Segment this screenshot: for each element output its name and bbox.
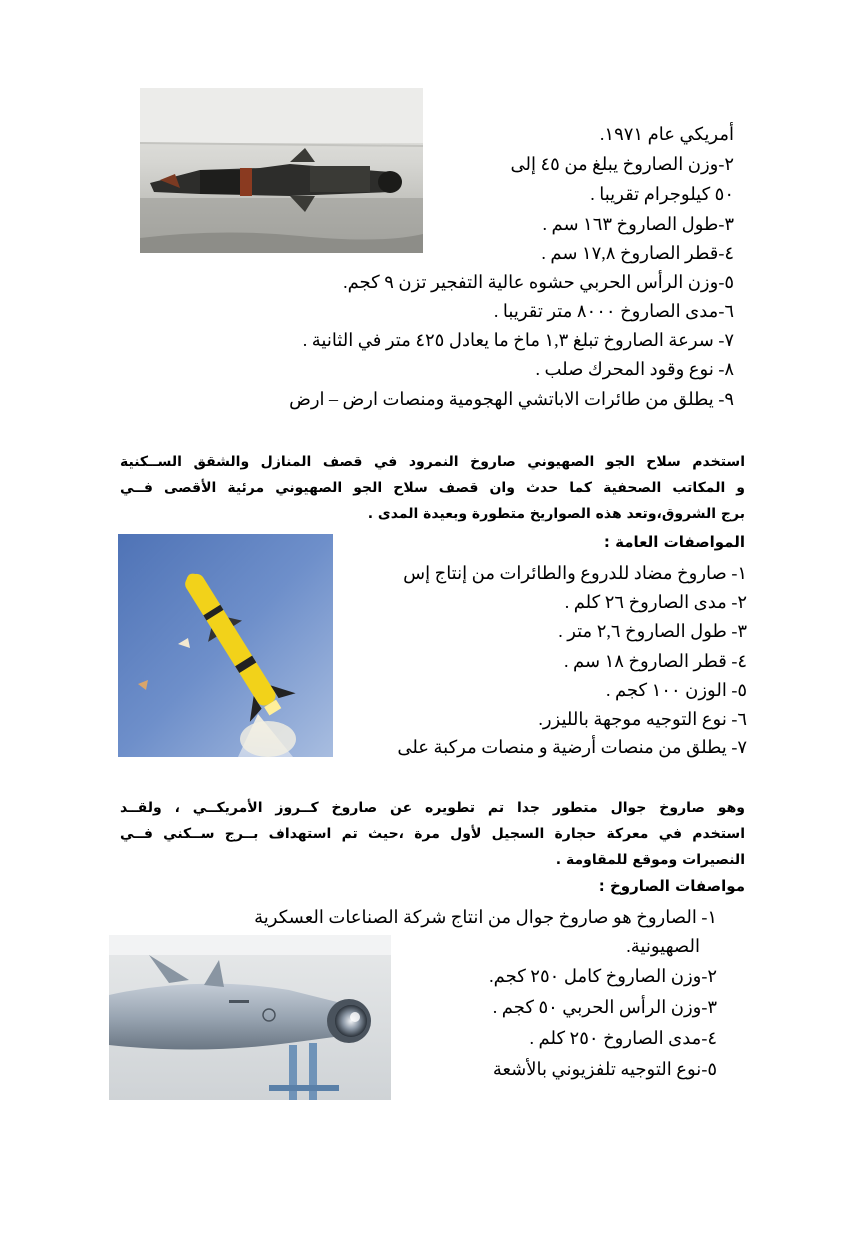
general-spec-1: ١- صاروخ مضاد للدروع والطائرات من إنتاج إس <box>403 563 747 583</box>
spec-line-2: ٢-وزن الصاروخ يبلغ من ٤٥ إلى <box>510 154 734 174</box>
spec-line-1: أمريكي عام ١٩٧١. <box>599 124 734 144</box>
missile-spec-2: ٢-وزن الصاروخ كامل ٢٥٠ كجم. <box>489 966 717 986</box>
missile-spec-1: ١- الصاروخ هو صاروخ جوال من انتاج شركة الصناعات العسكرية <box>254 907 717 927</box>
spec-line-9: ٨- نوع وقود المحرك صلب . <box>535 359 734 379</box>
cruise-missile-display-photo <box>109 935 391 1100</box>
missile-spec-4: ٤-مدى الصاروخ ٢٥٠ كلم . <box>529 1028 717 1048</box>
paragraph-row: استخدم سلاح الجو الصهيوني صاروخ النمرود في قصف المنازل والشقق الســكنية <box>120 454 745 470</box>
paragraph-row: برج الشروق،وتعد هذه الصواريخ متطورة وبعيدة المدى . <box>367 506 745 522</box>
spec-line-8: ٧- سرعة الصاروخ تبلغ ١,٣ ماخ ما يعادل ٤٢٥ متر في الثانية . <box>302 330 734 350</box>
spec-line-5: ٤-قطر الصاروخ ١٧,٨ سم . <box>541 243 734 263</box>
general-spec-4: ٤- قطر الصاروخ ١٨ سم . <box>564 651 747 671</box>
spec-line-3: ٥٠ كيلوجرام تقريبا . <box>590 184 734 204</box>
spec-line-4: ٣-طول الصاروخ ١٦٣ سم . <box>542 214 734 234</box>
general-spec-6: ٦- نوع التوجيه موجهة بالليزر. <box>538 709 747 729</box>
missile-spec-5: ٥-نوع التوجيه تلفزيوني بالأشعة <box>492 1059 717 1079</box>
yellow-missile-launch-photo <box>118 534 333 757</box>
cruise-missile-paragraph <box>120 795 745 873</box>
section-heading: مواصفات الصاروخ : <box>598 877 745 895</box>
section-heading: المواصفات العامة : <box>603 533 745 551</box>
general-spec-2: ٢- مدى الصاروخ ٢٦ كلم . <box>564 592 747 612</box>
missile-spec-3: ٣-وزن الرأس الحربي ٥٠ كجم . <box>492 997 717 1017</box>
spec-line-10: ٩- يطلق من طائرات الاباتشي الهجومية ومنصات ارض – ارض <box>289 389 734 409</box>
general-spec-5: ٥- الوزن ١٠٠ كجم . <box>605 680 747 700</box>
spec-line-7: ٦-مدى الصاروخ ٨٠٠٠ متر تقريبا . <box>493 301 734 321</box>
missile-spec-1-cont: الصهيونية. <box>626 936 700 956</box>
general-spec-3: ٣- طول الصاروخ ٢,٦ متر . <box>558 621 747 641</box>
paragraph-row: وهو صاروخ جوال متطور جدا تم تطويره عن صاروخ كــروز الأمريكــي ، ولقــد <box>120 800 745 816</box>
paragraph-row: النصيرات وموقع للمقاومة . <box>555 852 745 868</box>
paragraph-row: استخدم في معركة حجارة السجيل لأول مرة ،حيث تم استهداف بــرج ســكني فــي <box>120 826 745 842</box>
nimrod-paragraph <box>120 449 745 527</box>
paragraph-row: و المكاتب الصحفية كما حدث وان قصف سلاح الجو الصهيوني مرئية الأقصى فــي <box>120 480 745 496</box>
missile-on-ground-photo <box>140 88 423 253</box>
general-spec-7: ٧- يطلق من منصات أرضية و منصات مركبة على <box>397 737 747 757</box>
spec-line-6: ٥-وزن الرأس الحربي حشوه عالية التفجير تزن ٩ كجم. <box>343 272 734 292</box>
